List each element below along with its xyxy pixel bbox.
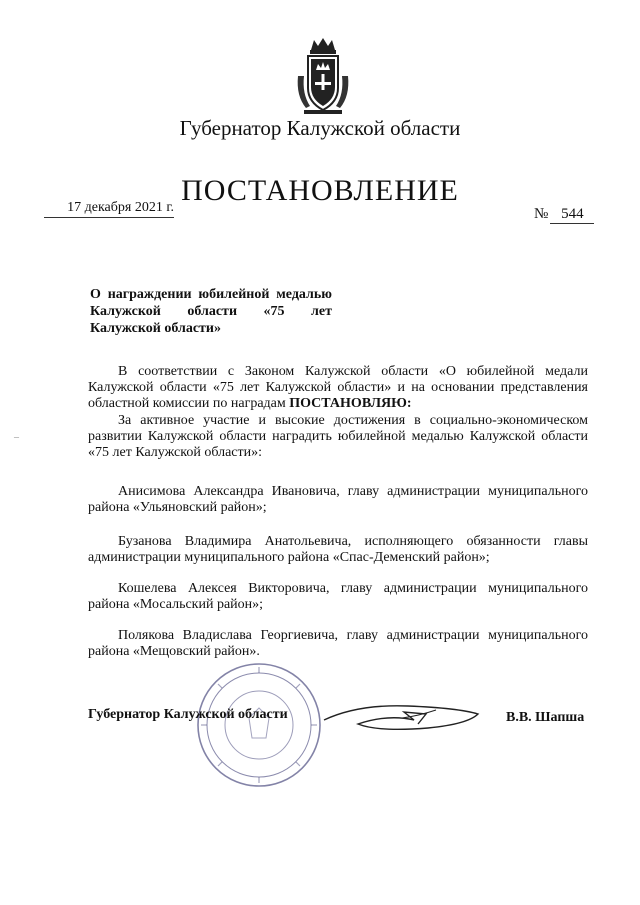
signature-graphic bbox=[318, 694, 488, 738]
list-item: Кошелева Алексея Викторовича, главу администрации муниципального района «Мосальский район»; bbox=[88, 581, 588, 612]
official-stamp bbox=[194, 660, 324, 790]
number-label: № bbox=[534, 206, 549, 222]
signatory-name: В.В. Шапша bbox=[506, 710, 585, 725]
award-paragraph: За активное участие и высокие достижения в социально-экономическом развитии Калужской области наградить юбилейной медалью Калужской области «75 лет Калужской области»: bbox=[88, 413, 588, 460]
list-item: Бузанова Владимира Анатольевича, исполняющего обязанности главы администрации муниципального района «Спас-Деменский район»; bbox=[88, 534, 588, 565]
decree-keyword: ПОСТАНОВЛЯЮ: bbox=[289, 396, 412, 411]
number-value: 544 bbox=[550, 206, 594, 224]
margin-mark: – bbox=[14, 432, 19, 443]
preamble-text: В соответствии с Законом Калужской области «О юбилейной медали Калужской области «75 лет Калужской области» и на основании представления областной комиссии по наградам bbox=[88, 364, 588, 411]
issuer-title: Губернатор Калужской области bbox=[179, 116, 461, 140]
document-date: 17 декабря 2021 г. bbox=[44, 200, 174, 218]
coat-of-arms-icon bbox=[296, 36, 350, 116]
document-number bbox=[534, 206, 594, 224]
preamble-paragraph bbox=[88, 364, 588, 412]
document-subject: О награждении юбилейной медалью Калужской области «75 лет Калужской области» bbox=[90, 287, 332, 336]
list-item: Полякова Владислава Георгиевича, главу администрации муниципального района «Мещовский район». bbox=[88, 628, 588, 659]
document-type: ПОСТАНОВЛЕНИЕ bbox=[181, 174, 459, 207]
list-item: Анисимова Александра Ивановича, главу администрации муниципального района «Ульяновский район»; bbox=[88, 484, 588, 515]
signatory-title: Губернатор Калужской области bbox=[88, 707, 288, 722]
